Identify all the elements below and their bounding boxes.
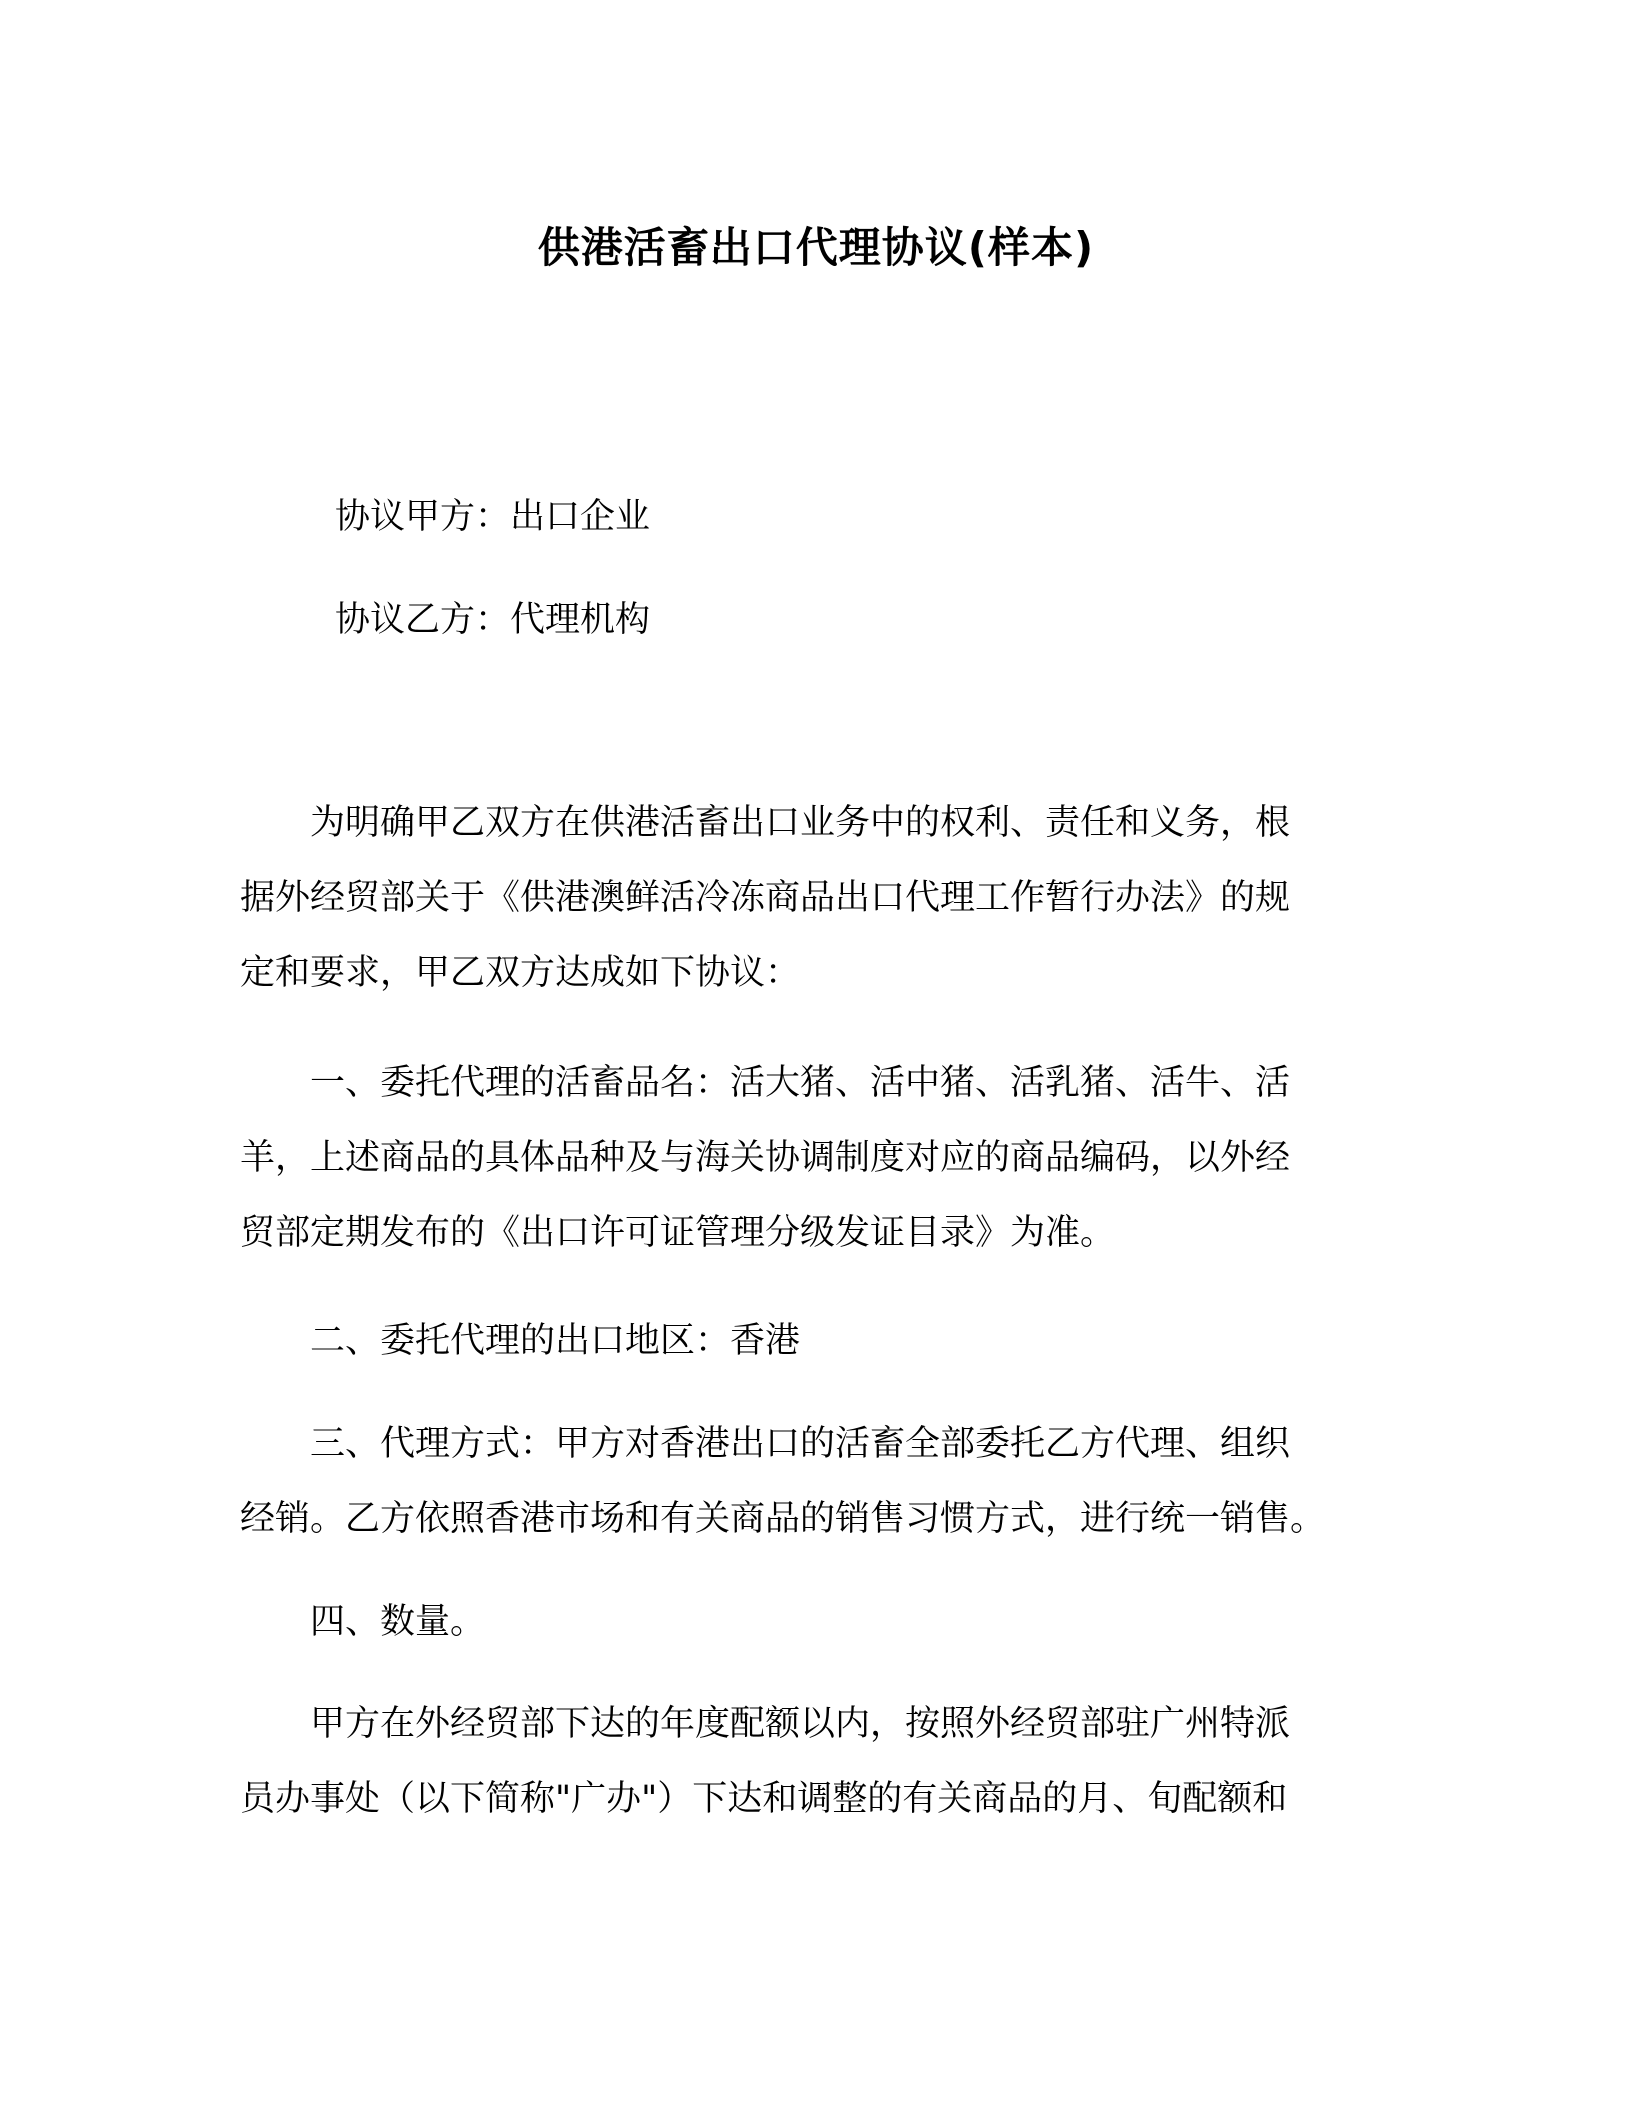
clause-1-line-3: 贸部定期发布的《出口许可证管理分级发证目录》为准。: [240, 1213, 1116, 1253]
clause-3-line-2: 经销。乙方依照香港市场和有关商品的销售习惯方式，进行统一销售。: [240, 1499, 1326, 1539]
clause-3-line-1: 三、代理方式：甲方对香港出口的活畜全部委托乙方代理、组织: [240, 1424, 1291, 1464]
clause-4-heading: 四、数量。: [240, 1602, 486, 1642]
party-b-line: 协议乙方：代理机构: [335, 600, 651, 640]
preamble-line-3: 定和要求，甲乙双方达成如下协议：: [240, 953, 801, 993]
clause-4-body-line-2: 员办事处（以下简称"广办"）下达和调整的有关商品的月、旬配额和: [240, 1779, 1288, 1819]
clause-4-body-line-1: 甲方在外经贸部下达的年度配额以内，按照外经贸部驻广州特派: [240, 1704, 1291, 1744]
preamble-line-2: 据外经贸部关于《供港澳鲜活冷冻商品出口代理工作暂行办法》的规: [240, 878, 1291, 918]
clause-1-line-1: 一、委托代理的活畜品名：活大猪、活中猪、活乳猪、活牛、活: [240, 1063, 1291, 1103]
party-a-line: 协议甲方：出口企业: [335, 497, 651, 537]
document-title: 供港活畜出口代理协议(样本): [537, 223, 1095, 272]
clause-1-line-2: 羊，上述商品的具体品种及与海关协调制度对应的商品编码，以外经: [240, 1138, 1291, 1178]
clause-2-line: 二、委托代理的出口地区：香港: [240, 1321, 801, 1361]
preamble-line-1: 为明确甲乙双方在供港活畜出口业务中的权利、责任和义务，根: [240, 803, 1291, 843]
